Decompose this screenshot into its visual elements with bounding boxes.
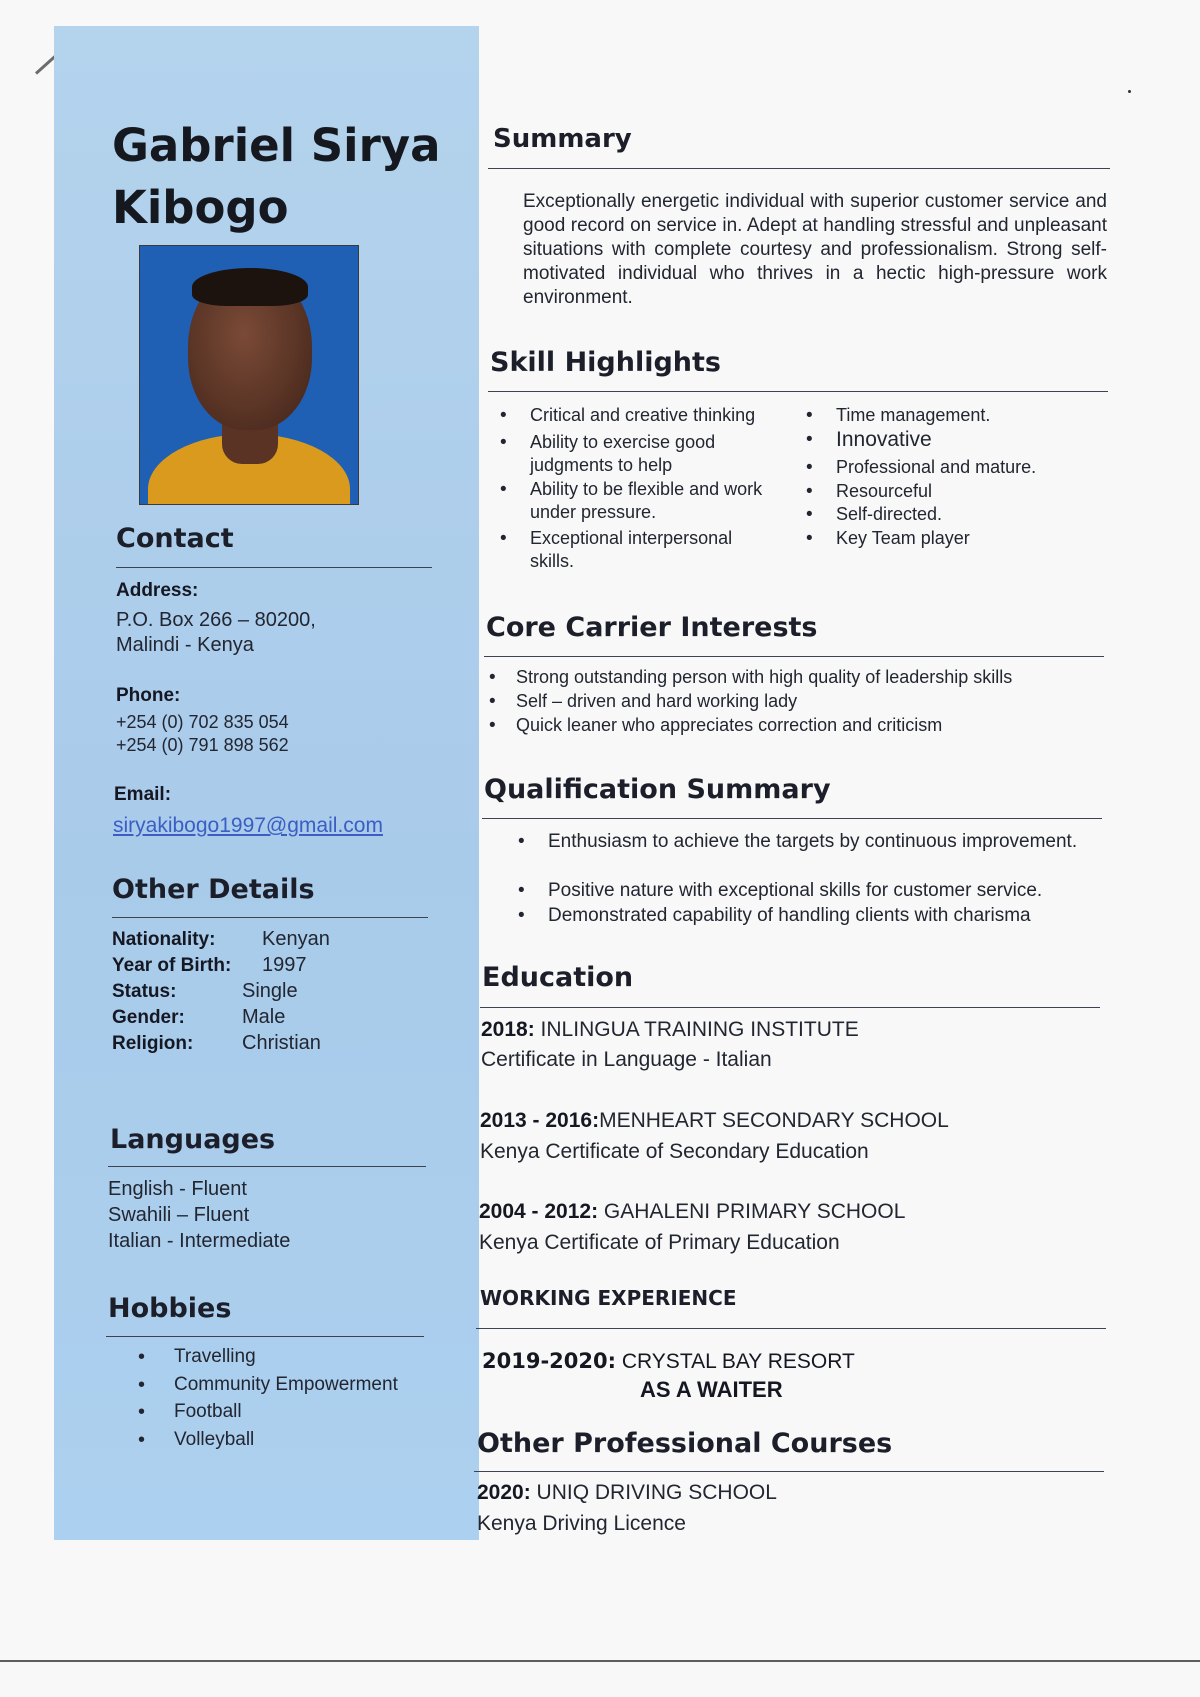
hobbies-heading: Hobbies (108, 1293, 232, 1324)
bullet-icon: • (518, 905, 525, 926)
course-year: 2020: (477, 1481, 531, 1504)
bullet-icon: • (500, 528, 507, 549)
qualification-heading: Qualification Summary (484, 774, 831, 805)
email-label: Email: (114, 784, 172, 805)
work-heading: WORKING EXPERIENCE (480, 1286, 737, 1310)
interests-heading: Core Carrier Interests (486, 612, 818, 643)
hobby-item (140, 1346, 256, 1368)
detail-year-of-birth (112, 954, 307, 977)
skill-label: Resourceful (836, 481, 933, 501)
education-award: Kenya Certificate of Secondary Education (480, 1140, 869, 1163)
education-rule (480, 1007, 1100, 1008)
address-label: Address: (116, 580, 199, 601)
education-school: INLINGUA TRAINING INSTITUTE (534, 1018, 859, 1041)
bullet-icon: • (806, 429, 813, 450)
address-line-1: P.O. Box 266 – 80200, (116, 609, 316, 631)
bullet-icon: • (806, 481, 813, 502)
address-line-2: Malindi - Kenya (116, 634, 254, 656)
work-rule (476, 1328, 1106, 1329)
skills-heading: Skill Highlights (490, 347, 722, 378)
bullet-icon: • (489, 715, 496, 736)
qualification-label: Enthusiasm to achieve the targets by continuous improvement. (548, 831, 1078, 852)
phone-2: +254 (0) 791 898 562 (116, 735, 289, 755)
skill-label: Exceptional interpersonal skills. (530, 528, 733, 571)
skill-label: Professional and mature. (836, 457, 1037, 477)
education-heading: Education (482, 962, 634, 993)
skill-item (500, 431, 740, 477)
other-details-rule (112, 917, 428, 918)
detail-value: Male (242, 1006, 286, 1028)
bullet-icon: • (489, 691, 496, 712)
skill-item (806, 503, 1096, 526)
bullet-icon: • (489, 667, 496, 688)
work-entry (482, 1349, 855, 1374)
interest-label: Strong outstanding person with high quality of leadership skills (516, 667, 1013, 687)
contact-rule (116, 567, 432, 568)
courses-heading: Other Professional Courses (477, 1428, 893, 1459)
education-entry-1 (481, 1018, 859, 1042)
skill-label: Time management. (836, 405, 991, 425)
skill-item (806, 428, 1096, 451)
education-entry-2 (480, 1109, 949, 1133)
bullet-icon: • (500, 405, 507, 426)
qualification-item (518, 879, 1096, 902)
bullet-icon: • (518, 831, 525, 852)
skill-item (500, 404, 790, 427)
language-item: Swahili – Fluent (108, 1204, 250, 1226)
name-line-1: Gabriel Sirya (112, 119, 441, 172)
skill-label: Ability to exercise good judgments to help (530, 432, 716, 475)
skill-item (500, 527, 760, 573)
skill-item (806, 527, 1096, 550)
education-year: 2013 - 2016: (480, 1109, 600, 1132)
education-school: GAHALENI PRIMARY SCHOOL (598, 1200, 906, 1223)
skill-label: Innovative (836, 428, 932, 451)
scan-speck (1128, 90, 1131, 93)
work-employer: CRYSTAL BAY RESORT (616, 1350, 855, 1373)
paper-edge (0, 1660, 1200, 1662)
skill-label: Key Team player (836, 528, 970, 548)
education-year: 2018: (481, 1018, 535, 1041)
phone-label: Phone: (116, 685, 181, 706)
hobby-label: Travelling (174, 1346, 256, 1367)
qualification-label: Demonstrated capability of handling clients with charisma (548, 905, 1031, 926)
profile-photo (139, 245, 359, 505)
skill-label: Ability to be flexible and work under pressure. (530, 479, 763, 522)
skill-item (806, 404, 1096, 427)
hobby-item (140, 1429, 254, 1451)
language-item: Italian - Intermediate (108, 1230, 291, 1252)
hobby-label: Community Empowerment (174, 1374, 398, 1395)
skill-label: Critical and creative thinking (530, 405, 756, 425)
work-period: 2019-2020: (482, 1349, 617, 1373)
phone-1: +254 (0) 702 835 054 (116, 712, 289, 732)
hobby-label: Football (174, 1401, 242, 1422)
skill-item (806, 480, 1096, 503)
education-entry-3 (479, 1200, 905, 1224)
detail-nationality (112, 928, 330, 951)
photo-hair (192, 268, 308, 306)
qualification-label: Positive nature with exceptional skills for customer service. (548, 880, 1043, 901)
bullet-icon: • (806, 405, 813, 426)
skills-rule (488, 391, 1108, 392)
bullet-icon: • (806, 504, 813, 525)
candidate-name (112, 115, 452, 239)
languages-rule (108, 1166, 426, 1167)
summary-rule (488, 168, 1110, 169)
detail-status (112, 980, 298, 1003)
detail-religion (112, 1032, 321, 1055)
contact-heading: Contact (116, 523, 234, 554)
detail-label: Year of Birth: (112, 955, 232, 976)
work-role: AS A WAITER (640, 1377, 783, 1402)
summary-heading: Summary (493, 124, 632, 154)
detail-label: Nationality: (112, 929, 216, 950)
email-link[interactable]: siryakibogo1997@gmail.com (113, 814, 383, 837)
interest-item (489, 714, 1106, 737)
courses-rule (474, 1471, 1104, 1472)
skill-item (806, 456, 1096, 479)
qualification-rule (482, 818, 1102, 819)
education-award: Certificate in Language - Italian (481, 1048, 772, 1071)
bullet-icon: • (500, 432, 507, 453)
detail-value: 1997 (262, 954, 307, 976)
qualification-item (518, 830, 1096, 853)
detail-gender (112, 1006, 285, 1029)
interest-label: Self – driven and hard working lady (516, 691, 798, 711)
hobby-label: Volleyball (174, 1429, 255, 1450)
detail-label: Status: (112, 981, 177, 1002)
summary-text: Exceptionally energetic individual with superior customer service and good record on service in. Adept at handling stressful and unpleasant situations with complete courtesy and professionalism. Strong self-motivated individual who thrives in a hectic high-pressure work environment. (523, 191, 1107, 308)
other-details-heading: Other Details (112, 874, 315, 905)
hobbies-rule (106, 1336, 424, 1337)
detail-label: Gender: (112, 1007, 185, 1028)
course-entry (477, 1481, 777, 1505)
language-item: English - Fluent (108, 1178, 247, 1200)
bullet-icon: • (806, 528, 813, 549)
interest-item (489, 666, 1106, 689)
bullet-icon: • (806, 457, 813, 478)
languages-heading: Languages (110, 1124, 276, 1155)
interest-item (489, 690, 1106, 713)
detail-value: Kenyan (262, 928, 330, 950)
bullet-icon: • (500, 479, 507, 500)
hobby-item (140, 1374, 398, 1396)
education-school: MENHEART SECONDARY SCHOOL (599, 1109, 949, 1132)
detail-value: Christian (242, 1032, 321, 1054)
interest-label: Quick leaner who appreciates correction and criticism (516, 715, 943, 735)
skill-item (500, 478, 790, 524)
hobby-item (140, 1401, 242, 1423)
course-school: UNIQ DRIVING SCHOOL (530, 1481, 777, 1504)
detail-value: Single (242, 980, 298, 1002)
detail-label: Religion: (112, 1033, 194, 1054)
skill-label: Self-directed. (836, 504, 943, 524)
interests-rule (484, 656, 1104, 657)
education-award: Kenya Certificate of Primary Education (479, 1231, 840, 1254)
qualification-item (518, 904, 1096, 927)
course-award: Kenya Driving Licence (477, 1512, 686, 1535)
name-line-2: Kibogo (112, 181, 289, 234)
bullet-icon: • (518, 880, 525, 901)
education-year: 2004 - 2012: (479, 1200, 599, 1223)
